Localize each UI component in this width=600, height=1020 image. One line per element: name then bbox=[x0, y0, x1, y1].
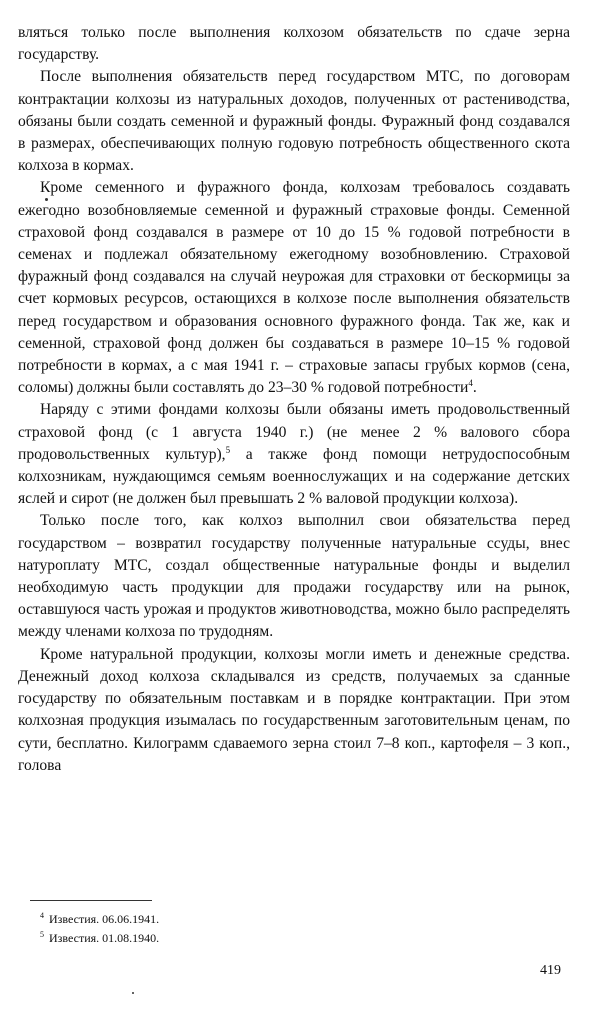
main-text bbox=[18, 22, 570, 777]
scan-speck bbox=[45, 198, 48, 201]
paragraph-5: Только после того, как колхоз выполнил свои обязательства перед государством – возвратил государству полученные натуральные ссуды, внес натуроплату МТС, создал общественные натуральные фонды и выделил необходимую часть продукции для продажи государству или на рынок, оставшуюся часть урожая и продуктов животноводства, можно было распределять между членами колхоза по трудодням. bbox=[18, 512, 570, 641]
footnote-divider bbox=[30, 900, 152, 901]
paragraph-1: вляться только после выполнения колхозом обязательств по сдаче зерна государству. bbox=[18, 24, 570, 64]
paragraph-4-text-a: Наряду с этими фондами колхозы были обязаны иметь продовольственный страховой фонд (с 1 августа 1940 г.) (не менее 2 % валового сбора продовольственных культур), bbox=[18, 401, 570, 463]
footnote-ref-5: 5 bbox=[225, 444, 231, 455]
scan-speck bbox=[132, 992, 134, 994]
footnotes bbox=[40, 910, 540, 948]
footnote-ref-4: 4 bbox=[468, 378, 473, 389]
footnote-4-number: 4 bbox=[40, 911, 44, 920]
page-number: 419 bbox=[540, 963, 561, 978]
paragraph-6: Кроме натуральной продукции, колхозы могли иметь и денежные средства. Денежный доход колхоза складывался из средств, получаемых за сданные государству по обязательным поставкам и в порядке контрактации. При этом колхозная продукция изымалась по государственным заготовительным ценам, по сути, бесплатно. Килограмм сдаваемого зерна стоил 7–8 коп., картофеля – 3 коп., голова bbox=[18, 645, 570, 774]
footnote-4 bbox=[40, 910, 540, 929]
paragraph-4 bbox=[18, 399, 570, 510]
paragraph-3-text: Кроме семенного и фуражного фонда, колхозам требовалось создавать ежегодно возобновляемые семенной и фуражный страховые фонды. Семенной страховой фонд создавался в размере от 10 до 15 % годовой потребности в семенах и подлежал обязательному ежегодному возобновлению. Страховой фуражный фонд создавался на случай неурожая для страховки от бескормицы за счет кормовых ресурсов, остающихся в колхозе после выполнения обязательств перед государством и образования основного фуражного фонда. Так же, как и семенной, страховой фонд должен бы создаваться в размере 10–15 % годовой потребности в кормах, а с мая 1941 г. – страховые запасы грубых кормов (сена, соломы) должны были составлять до 23–30 % годовой потребности bbox=[18, 179, 570, 397]
paragraph-3: Кроме семенного и фуражного фонда, колхозам требовалось создавать ежегодно возобновляемые семенной и фуражный страховые фонды. Семенной страховой фонд создавался в размере от 10 до 15 % годовой потребности в семенах и подлежал обязательному ежегодному возобновлению. Страховой фуражный фонд создавался на случай неурожая для страховки от бескормицы за счет кормовых ресурсов, остающихся в колхозе после выполнения обязательств перед государством и образования основного фуражного фонда. Так же, как и семенной, страховой фонд должен бы создаваться в размере 10–15 % годовой потребности в кормах, а с мая 1941 г. – страховые запасы грубых кормов (сена, соломы) должны были составлять до 23–30 % годовой потребности$^4$. bbox=[18, 179, 570, 397]
footnote-5-number: 5 bbox=[40, 930, 44, 939]
footnote-4-text: Известия. 06.06.1941. bbox=[49, 912, 160, 926]
paragraph-4-text-b: а также фонд помощи нетрудоспособным колхозникам, нуждающимся семьям военнослужащих и на содержание детских яслей и сирот (не должен был превышать 2 % валовой продукции колхоза). bbox=[18, 445, 570, 508]
paragraph-2: После выполнения обязательств перед государством МТС, по договорам контрактации колхозы из натуральных доходов, полученных от растениводства, обязаны были создать семенной и фуражный фонды. Фуражный фонд создавался в размерах, обеспечивающих полную годовую потребность общественного скота колхоза в кормах. bbox=[18, 68, 570, 175]
footnote-5 bbox=[40, 929, 540, 948]
footnote-5-text: Известия. 01.08.1940. bbox=[49, 931, 160, 945]
